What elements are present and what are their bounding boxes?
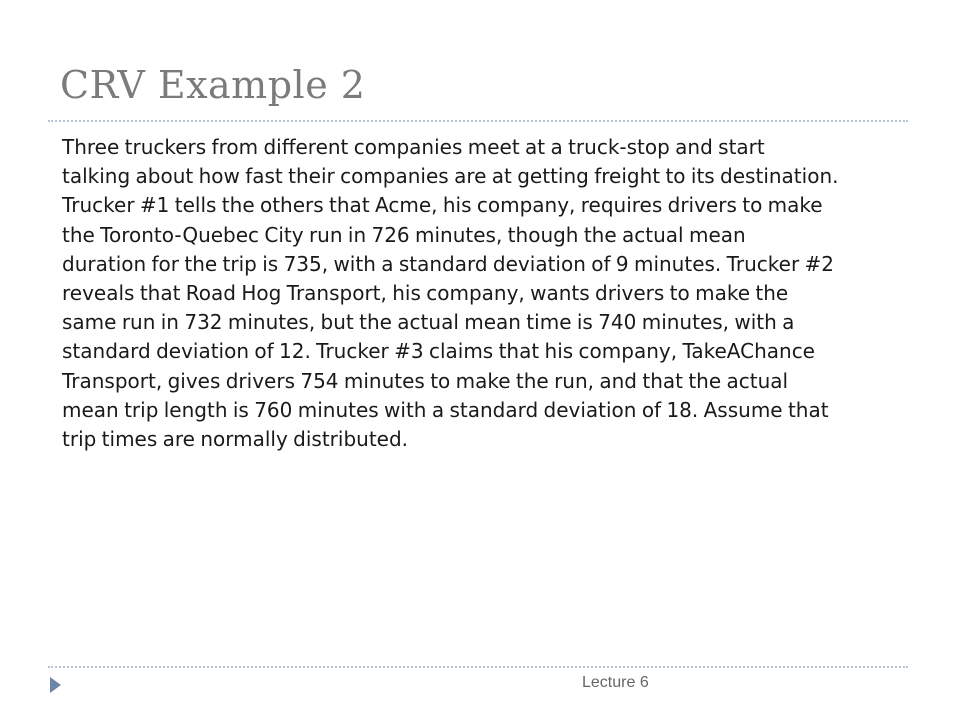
title-divider xyxy=(48,120,908,122)
slide-body xyxy=(62,133,912,454)
body-line: Transport, gives drivers 754 minutes to make the run, and that the actual xyxy=(62,368,789,393)
body-line: reveals that Road Hog Transport, his company, wants drivers to make the xyxy=(62,281,789,306)
body-line: standard deviation of 12. Trucker #3 claims that his company, TakeAChance xyxy=(62,339,815,364)
body-line: the Toronto-Quebec City run in 726 minutes, though the actual mean xyxy=(62,222,746,247)
body-line: Three truckers from different companies meet at a truck-stop and start xyxy=(62,135,765,159)
body-line: Trucker #1 tells the others that Acme, his company, requires drivers to make xyxy=(62,193,823,218)
body-line: trip times are normally distributed. xyxy=(62,427,409,452)
slide-title: CRV Example 2 xyxy=(60,63,366,107)
body-line: mean trip length is 760 minutes with a standard deviation of 18. Assume that xyxy=(62,397,829,422)
body-line: same run in 732 minutes, but the actual mean time is 740 minutes, with a xyxy=(62,310,795,335)
triangle-right-icon xyxy=(50,677,61,693)
body-line: talking about how fast their companies are at getting freight to its destination. xyxy=(62,164,839,189)
body-line: duration for the trip is 735, with a standard deviation of 9 minutes. Trucker #2 xyxy=(62,251,835,276)
footer-divider xyxy=(48,666,908,668)
footer-label: Lecture 6 xyxy=(582,674,649,691)
